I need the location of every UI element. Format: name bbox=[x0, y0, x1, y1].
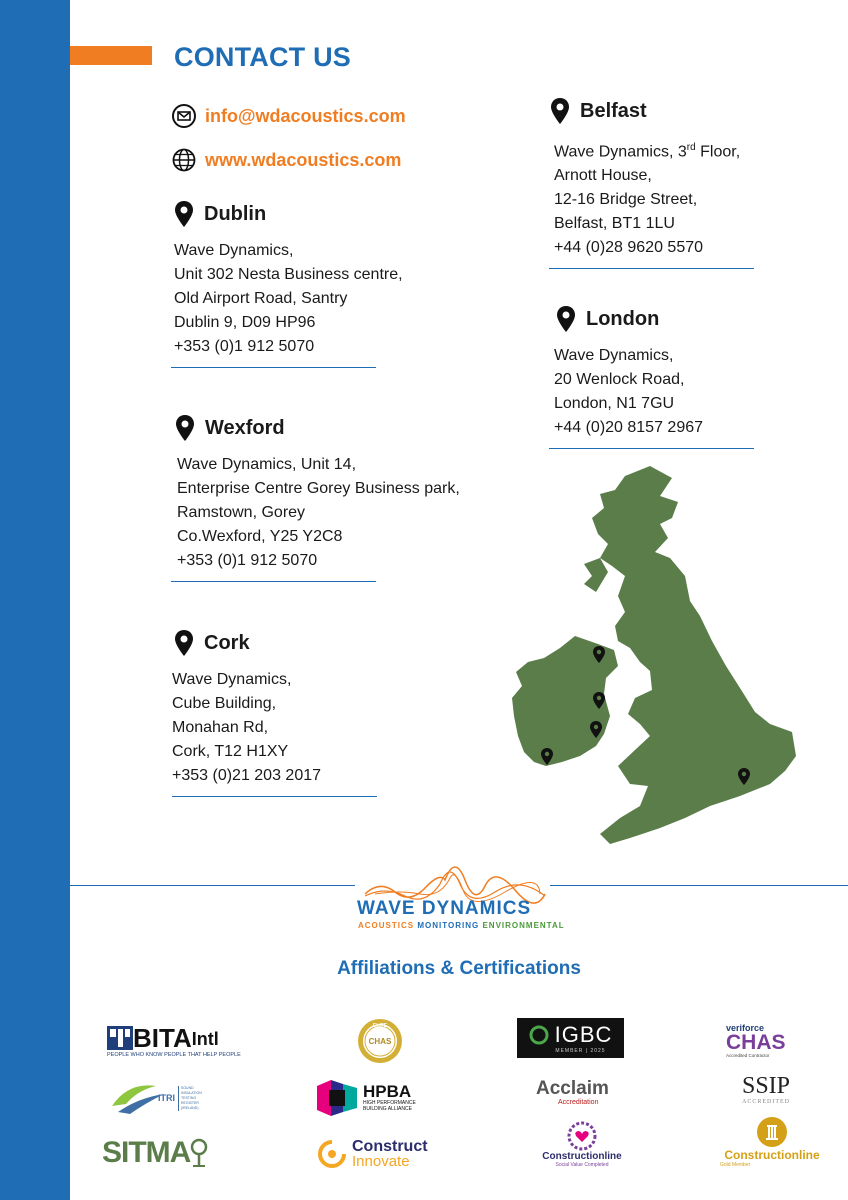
address-line: Wave Dynamics, bbox=[554, 347, 674, 364]
chas-text: CHAS bbox=[368, 1036, 392, 1046]
phone-number[interactable]: +44 (0)20 8157 2967 bbox=[554, 419, 704, 436]
phone-number[interactable]: +353 (0)21 203 2017 bbox=[172, 767, 322, 784]
sitma-tree-icon bbox=[190, 1138, 208, 1168]
chas-text: CHAS bbox=[726, 1030, 786, 1054]
sitri-sub: (IRELAND) bbox=[181, 1105, 199, 1110]
igbc-sub: MEMBER | 2025 bbox=[555, 1048, 606, 1054]
construct-text: Construct bbox=[352, 1138, 428, 1155]
office-wexford bbox=[175, 413, 460, 582]
bita-suffix: Intl bbox=[191, 1029, 219, 1049]
office-name: London bbox=[586, 307, 660, 330]
office-name: Cork bbox=[204, 631, 250, 654]
address-line: Old Airport Road, Santry bbox=[174, 290, 348, 307]
tagline-word: MONITORING bbox=[417, 921, 480, 930]
sitma-text: SITMA bbox=[102, 1136, 191, 1169]
address-text: Floor, bbox=[695, 143, 741, 161]
location-pin-icon bbox=[550, 97, 570, 125]
divider bbox=[171, 581, 376, 582]
ordinal-suffix: rd bbox=[686, 142, 696, 153]
address-line: Monahan Rd, bbox=[172, 719, 269, 736]
address-text: Wave Dynamics, 3 bbox=[554, 143, 687, 161]
hpba-hexagon-icon bbox=[317, 1080, 357, 1116]
sitri-sub: TESTING bbox=[181, 1095, 197, 1100]
igbc-text: IGBC bbox=[554, 1022, 613, 1047]
page-title: CONTACT US bbox=[174, 42, 351, 72]
constructionline-social-logo bbox=[531, 1118, 633, 1170]
sitri-sub: SOUND bbox=[181, 1085, 194, 1090]
address-line: London, N1 7GU bbox=[554, 395, 675, 412]
sitma-logo bbox=[102, 1136, 222, 1170]
address-line: Cube Building, bbox=[172, 695, 277, 712]
brand-tagline bbox=[358, 921, 565, 930]
ssip-logo bbox=[738, 1068, 794, 1110]
sitri-logo bbox=[108, 1077, 218, 1119]
address-line: 20 Wenlock Road, bbox=[554, 371, 685, 388]
affiliations-title: Affiliations & Certifications bbox=[337, 958, 581, 979]
bita-text: BITA bbox=[133, 1023, 192, 1053]
acclaim-logo bbox=[536, 1077, 618, 1107]
ssip-text: SSIP bbox=[741, 1073, 791, 1099]
address-line: Enterprise Centre Gorey Business park, bbox=[177, 480, 460, 497]
location-pin-icon bbox=[556, 305, 576, 333]
brand-name: WAVE DYNAMICS bbox=[357, 898, 532, 919]
phone-number[interactable]: +353 (0)1 912 5070 bbox=[174, 338, 315, 355]
footer-divider-right bbox=[550, 885, 848, 886]
veriforce-chas-logo bbox=[726, 1020, 796, 1060]
chas-sub: Accredited Contractor bbox=[726, 1052, 770, 1058]
website-row[interactable] bbox=[172, 148, 401, 172]
divider bbox=[172, 796, 377, 797]
sitri-sub: REGISTER bbox=[181, 1100, 199, 1105]
bita-grid-icon bbox=[107, 1026, 133, 1050]
sitri-text: ITRI bbox=[158, 1093, 175, 1103]
bita-tagline: PEOPLE WHO KNOW PEOPLE THAT HELP PEOPLE bbox=[107, 1052, 241, 1058]
construct-innovate-logo bbox=[316, 1136, 444, 1172]
sidebar-stripe bbox=[0, 0, 70, 1200]
ssip-sub: ACCREDITED bbox=[742, 1099, 790, 1105]
divider bbox=[549, 448, 754, 449]
address-line: Belfast, BT1 1LU bbox=[554, 215, 675, 233]
innovate-text: Innovate bbox=[352, 1153, 410, 1170]
hpba-sub: HIGH PERFORMANCE bbox=[363, 1100, 416, 1106]
acclaim-text: Acclaim bbox=[536, 1077, 609, 1099]
office-cork bbox=[174, 628, 377, 797]
address-line: Wave Dynamics, bbox=[174, 242, 294, 259]
address-line: Cork, T12 H1XY bbox=[172, 743, 289, 760]
address-line: Co.Wexford, Y25 Y2C8 bbox=[177, 528, 343, 545]
bita-logo bbox=[107, 1022, 242, 1062]
hpba-logo bbox=[317, 1078, 439, 1118]
gold-pillar-icon bbox=[756, 1116, 788, 1148]
globe-icon bbox=[172, 148, 196, 172]
office-belfast bbox=[550, 96, 754, 269]
igbc-circle-icon bbox=[529, 1025, 549, 1045]
phone-number[interactable]: +353 (0)1 912 5070 bbox=[177, 552, 318, 569]
constructionline-text: Constructionline bbox=[724, 1148, 820, 1162]
great-britain-shape bbox=[592, 466, 796, 844]
constructionline-gold-logo bbox=[716, 1113, 828, 1171]
office-name: Dublin bbox=[204, 202, 267, 225]
chas-elite-logo bbox=[357, 1018, 403, 1064]
address-line: Ramstown, Gorey bbox=[177, 504, 306, 521]
igbc-logo bbox=[517, 1018, 624, 1058]
office-name: Wexford bbox=[205, 416, 285, 439]
location-pin-icon bbox=[174, 200, 194, 228]
address-line: Arnott House, bbox=[554, 167, 652, 185]
constructionline-sub: Gold Member bbox=[720, 1162, 751, 1168]
construct-innovate-icon bbox=[316, 1138, 348, 1170]
hpba-sub: BUILDING ALLIANCE bbox=[363, 1106, 412, 1112]
heart-circle-icon bbox=[567, 1121, 597, 1151]
address-line: 12-16 Bridge Street, bbox=[554, 191, 698, 209]
envelope-icon bbox=[172, 104, 196, 128]
address-line: Unit 302 Nesta Business centre, bbox=[174, 266, 403, 283]
tagline-word: ENVIRONMENTAL bbox=[482, 921, 565, 930]
footer-divider-left bbox=[70, 885, 355, 886]
acclaim-sub: Accreditation bbox=[558, 1098, 599, 1106]
constructionline-sub: Social Value Completed bbox=[555, 1161, 609, 1168]
phone-number[interactable]: +44 (0)28 9620 5570 bbox=[554, 239, 704, 257]
orange-accent-bar bbox=[70, 46, 152, 65]
constructionline-text: Constructionline bbox=[542, 1150, 622, 1162]
office-name: Belfast bbox=[580, 99, 647, 122]
location-pin-icon bbox=[174, 629, 194, 657]
location-pin-icon bbox=[175, 414, 195, 442]
website-link[interactable]: www.wdacoustics.com bbox=[205, 149, 402, 170]
email-link[interactable]: info@wdacoustics.com bbox=[205, 105, 406, 126]
office-dublin bbox=[174, 199, 403, 368]
divider bbox=[549, 268, 754, 269]
email-row[interactable] bbox=[172, 104, 406, 128]
address-line bbox=[554, 136, 754, 164]
veriforce-text: veriforce bbox=[726, 1022, 765, 1033]
office-london bbox=[556, 304, 754, 449]
great-britain-shape bbox=[584, 558, 608, 592]
address-line: Wave Dynamics, Unit 14, bbox=[177, 456, 357, 473]
tagline-word: ACOUSTICS bbox=[358, 921, 415, 930]
address-line: Dublin 9, D09 HP96 bbox=[174, 314, 316, 331]
divider bbox=[171, 367, 376, 368]
chas-elite-label: ELITE bbox=[372, 1023, 388, 1029]
hpba-text: HPBA bbox=[363, 1082, 412, 1101]
address-line: Wave Dynamics, bbox=[172, 671, 292, 688]
uk-ireland-map bbox=[500, 466, 800, 848]
sitri-sub: INSULATION bbox=[181, 1090, 202, 1095]
